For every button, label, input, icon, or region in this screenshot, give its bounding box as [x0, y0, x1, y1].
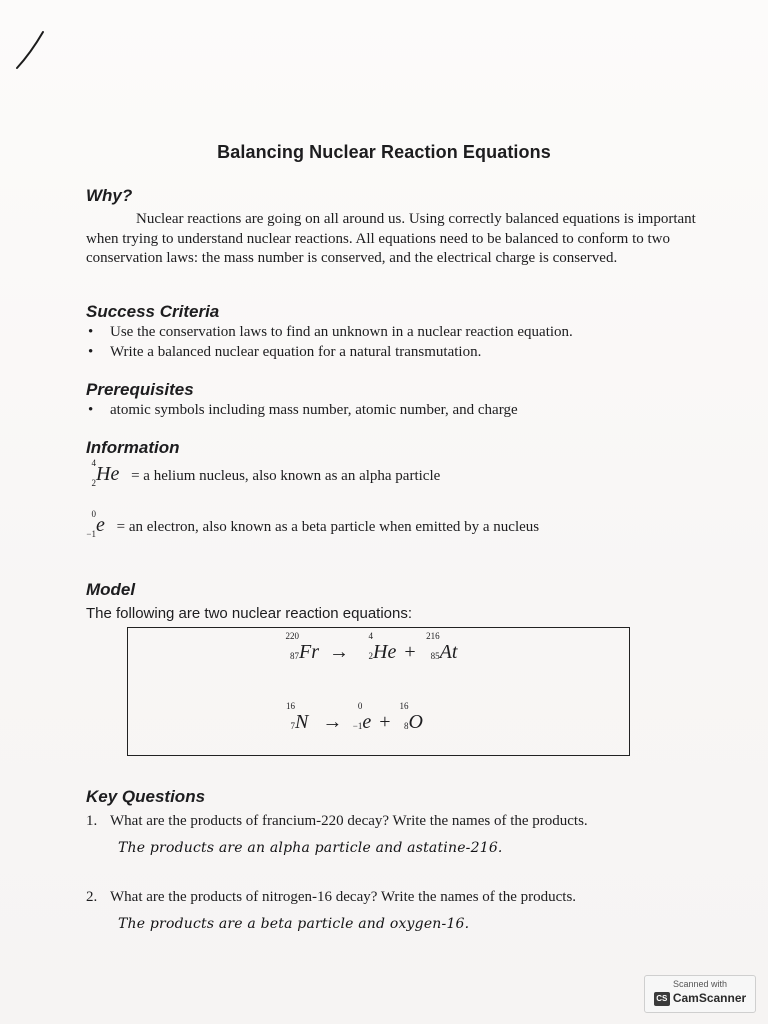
oxygen-nuclide	[397, 701, 423, 734]
electron-description: = an electron, also known as a beta particle when emitted by a nucleus	[116, 519, 540, 535]
handwritten-answer-1: The products are an alpha particle and astatine-216.	[118, 840, 503, 856]
francium-symbol: Fr	[299, 641, 319, 663]
page-title: Balancing Nuclear Reaction Equations	[217, 142, 551, 162]
alpha-symbol: He	[373, 641, 397, 663]
astatine-mass-number: 216	[426, 631, 440, 641]
camscanner-logo-icon: CS	[654, 992, 670, 1006]
nitrogen-atomic-number: 7	[290, 721, 295, 731]
francium-nuclide	[283, 631, 319, 664]
electron-definition	[86, 509, 540, 544]
prerequisites-list	[86, 401, 726, 421]
prerequisites-item: • atomic symbols including mass number, atomic number, and charge	[86, 401, 726, 421]
alpha-product-nuclide	[357, 631, 397, 664]
helium-mass-number: 4	[91, 458, 96, 468]
beta-charge-number: −1	[352, 721, 363, 731]
success-criteria-item: • Use the conservation laws to find an unknown in a nuclear reaction equation.	[86, 323, 726, 343]
success-criteria-list	[86, 323, 726, 362]
francium-mass-number: 220	[285, 631, 299, 641]
nitrogen-mass-number: 16	[286, 701, 295, 711]
reaction-arrow: →	[329, 641, 349, 663]
reaction-arrow: →	[322, 711, 343, 733]
question-1	[86, 813, 736, 830]
scanned-with-label: Scanned with	[672, 979, 728, 989]
electron-mass-number: 0	[91, 509, 96, 519]
model-intro: The following are two nuclear reaction equations:	[86, 605, 413, 622]
handwritten-answer-2: The products are a beta particle and oxygen-16.	[118, 916, 470, 932]
information-heading: Information	[86, 438, 180, 457]
question-number: 1.	[86, 813, 98, 829]
electron-symbol: e	[96, 514, 105, 536]
plus-sign: +	[379, 711, 391, 733]
astatine-atomic-number: 85	[430, 651, 440, 661]
astatine-symbol: At	[439, 641, 458, 663]
camscanner-watermark	[644, 975, 756, 1013]
pen-slash-mark	[10, 28, 50, 72]
beta-mass-number: 0	[357, 701, 363, 711]
model-equations-box	[127, 627, 630, 756]
alpha-atomic-number: 2	[368, 651, 373, 661]
question-number: 2.	[86, 889, 98, 905]
question-text: What are the products of nitrogen-16 decay? Write the names of the products.	[110, 889, 577, 905]
why-heading: Why?	[86, 186, 133, 205]
model-heading: Model	[86, 580, 136, 599]
camscanner-brand-name: CamScanner	[672, 991, 747, 1005]
question-2	[86, 889, 736, 906]
why-paragraph: Nuclear reactions are going on all around us. Using correctly balanced equations is important when trying to understand nuclear reactions. All equations need to be balanced to conform to two conservation laws: the mass number is conserved, and the electrical charge is conserved.	[86, 211, 696, 266]
electron-charge-number: −1	[86, 529, 96, 539]
oxygen-atomic-number: 8	[404, 721, 409, 731]
helium-atomic-number: 2	[91, 478, 96, 488]
prerequisites-heading: Prerequisites	[86, 380, 194, 399]
francium-atomic-number: 87	[290, 651, 299, 661]
equation-nitrogen-decay	[283, 701, 423, 734]
beta-product-nuclide	[350, 701, 372, 734]
electron-nuclide	[86, 509, 105, 539]
success-criteria-heading: Success Criteria	[86, 302, 220, 321]
equation-francium-decay	[283, 631, 458, 664]
helium-definition	[86, 458, 441, 493]
plus-sign: +	[404, 641, 416, 663]
nitrogen-symbol: N	[295, 711, 309, 733]
camscanner-brand	[645, 991, 755, 1006]
oxygen-symbol: O	[408, 711, 423, 733]
helium-nuclide	[86, 458, 120, 488]
alpha-mass-number: 4	[368, 631, 373, 641]
helium-symbol: He	[96, 463, 120, 485]
astatine-nuclide	[422, 631, 458, 664]
nitrogen-nuclide	[283, 701, 309, 734]
key-questions-heading: Key Questions	[86, 787, 206, 806]
helium-description: = a helium nucleus, also known as an alpha particle	[131, 468, 441, 484]
oxygen-mass-number: 16	[399, 701, 409, 711]
question-text: What are the products of francium-220 decay? Write the names of the products.	[110, 813, 588, 829]
beta-symbol: e	[362, 711, 372, 733]
success-criteria-item: • Write a balanced nuclear equation for a natural transmutation.	[86, 343, 726, 363]
